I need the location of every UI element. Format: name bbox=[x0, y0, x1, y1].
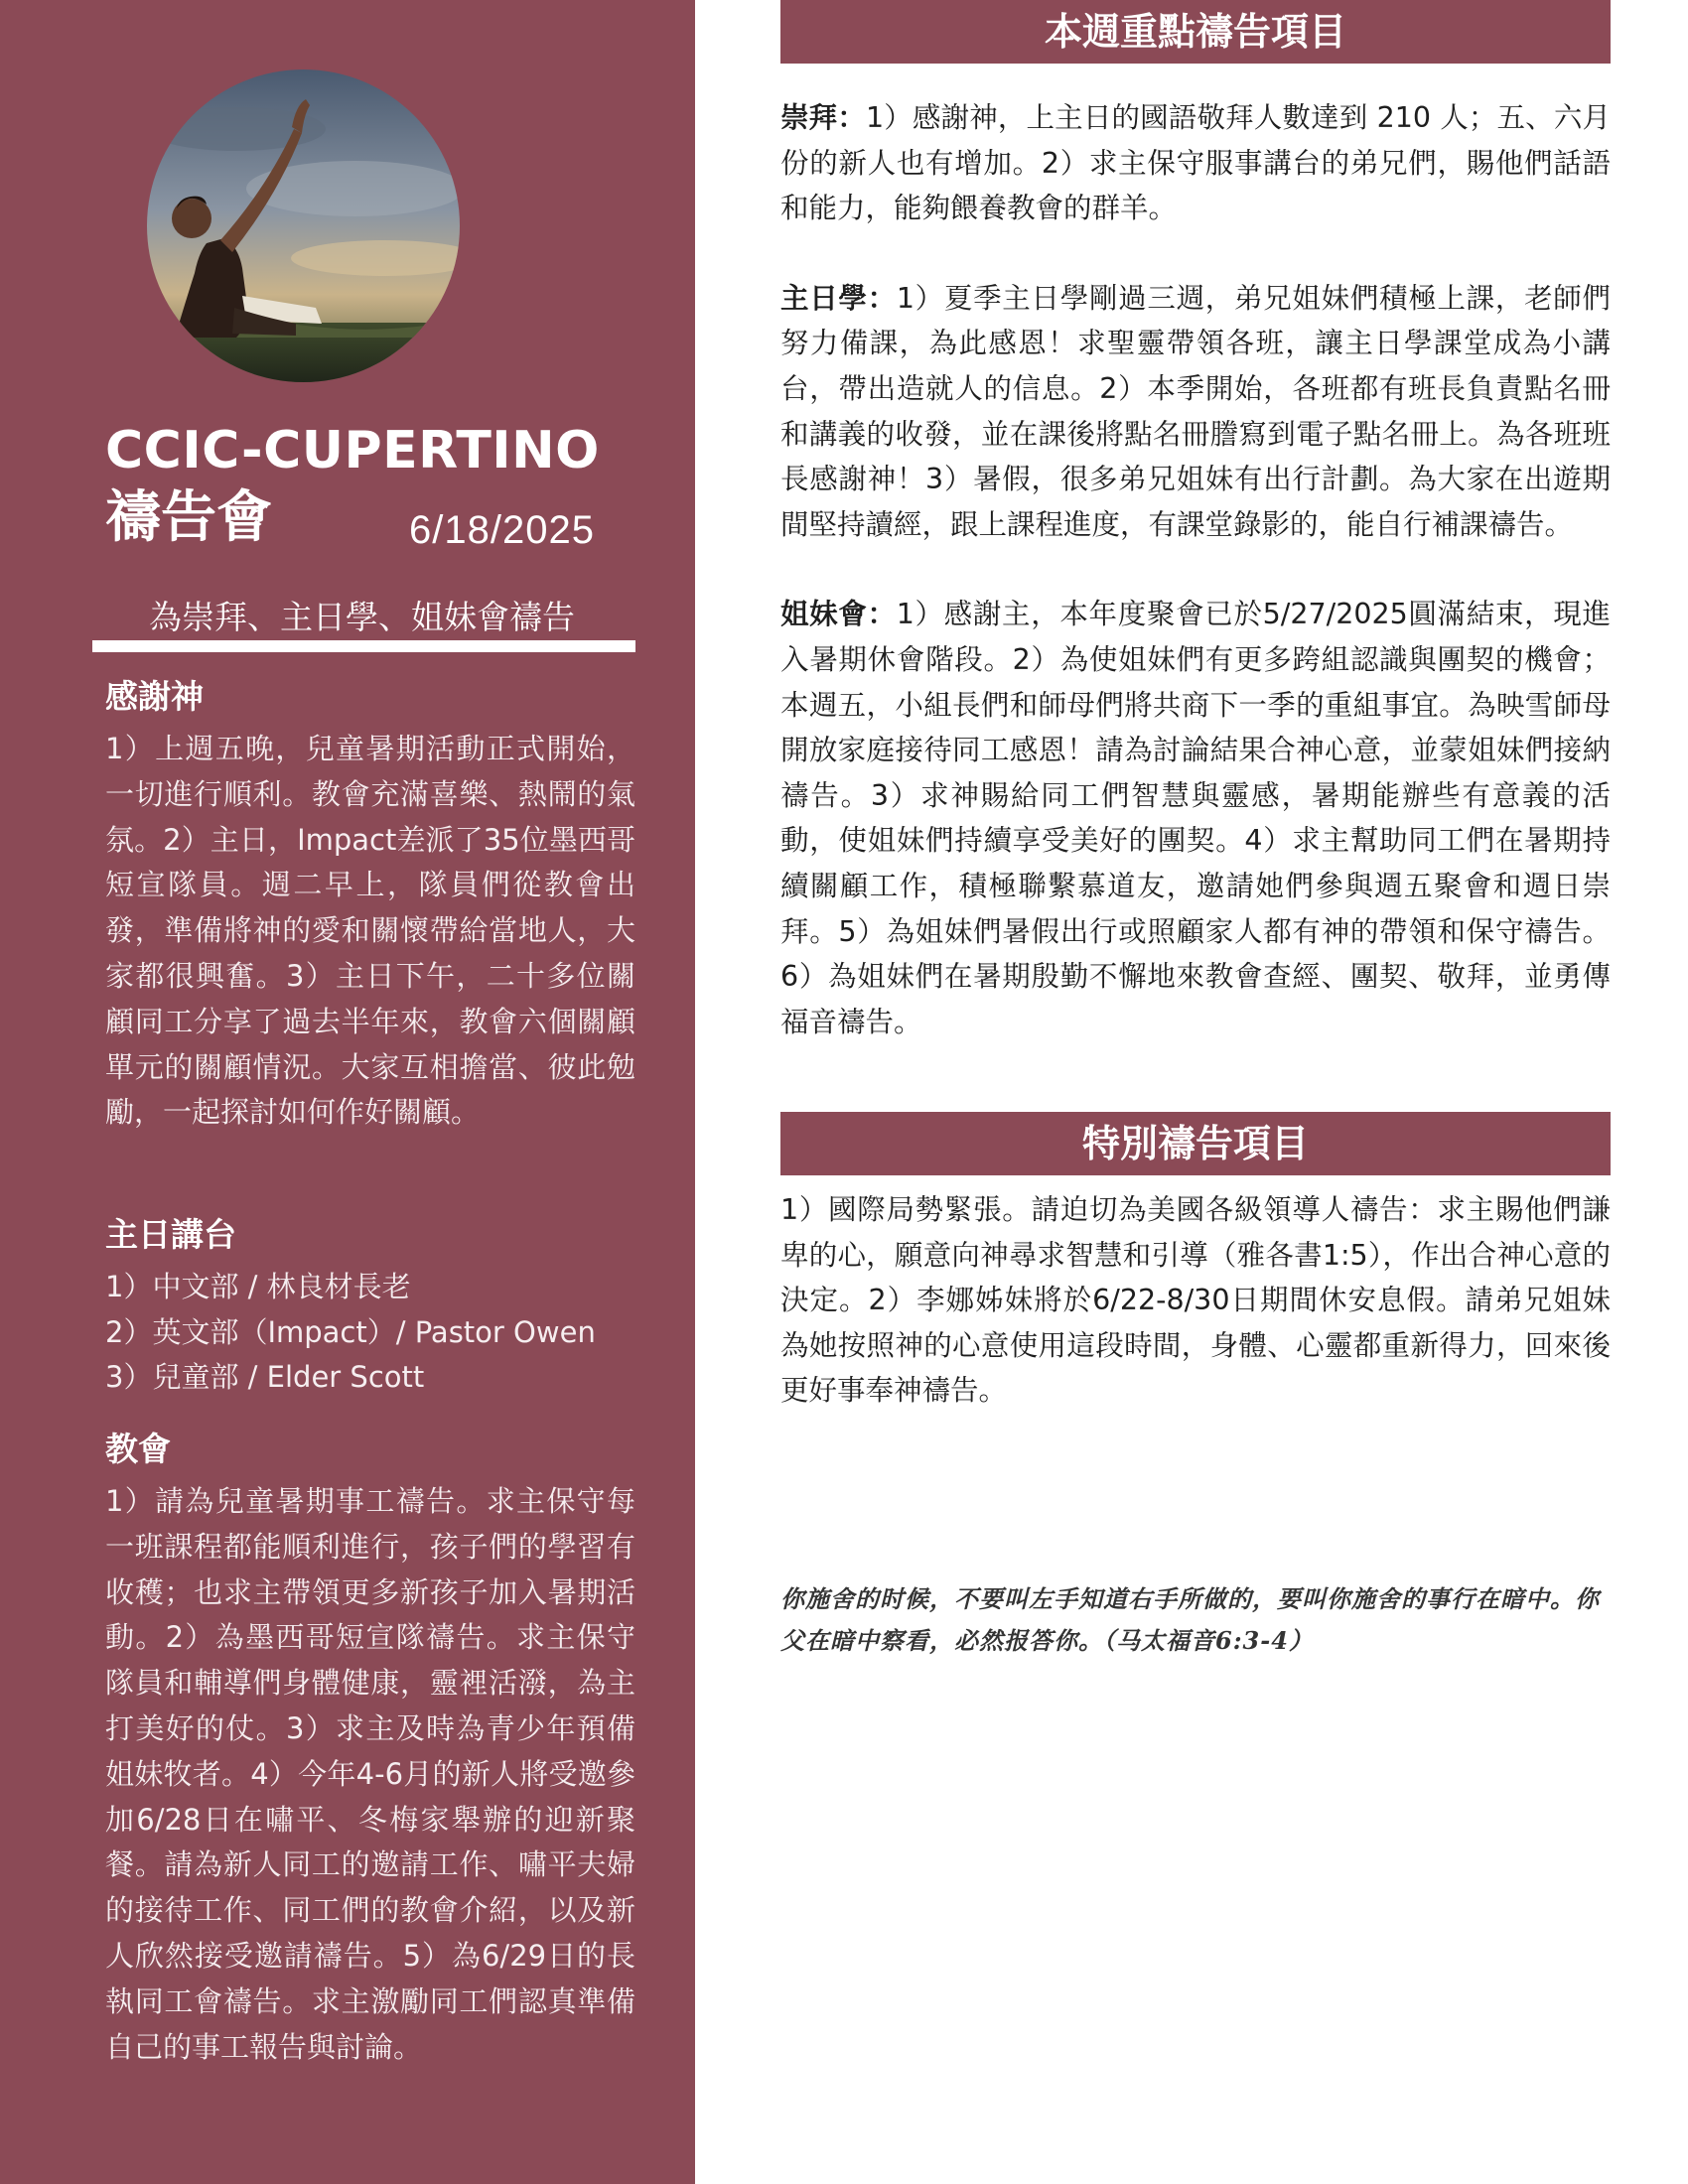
meeting-title: 禱告會 bbox=[105, 485, 272, 550]
pulpit-heading: 主日講台 bbox=[105, 1215, 236, 1254]
thanks-body: 1）上週五晚，兒童暑期活動正式開始，一切進行順利。教會充滿喜樂、熱鬧的氣氛。2）主日，Impact差派了35位墨西哥短宣隊員。週二早上，隊員們從教會出發，準備將神的愛和關懷帶給當地人，大家都很興奮。3）主日下午，二十多位關顧同工分享了過去半年來，教會六個關顧單元的關顧情況。大家互相擔當、彼此勉勵，一起探討如何作好關顧。 bbox=[105, 732, 635, 1130]
sunday-school-body: 1）夏季主日學剛過三週，弟兄姐妹們積極上課，老師們努力備課，為此感恩！求聖靈帶領各班，讓主日學課堂成為小講台，帶出造就人的信息。2）本季開始，各班都有班長負責點名冊和講義的收發，並在課後將點名冊謄寫到電子點名冊上。為各班班長感謝神！3）暑假，很多弟兄姐妹有出行計劃。為大家在出遊期間堅持讀經，跟上課程進度，有課堂錄影的，能自行補課禱告。 bbox=[780, 281, 1611, 541]
pulpit-item: 1）中文部 / 林良材長老 bbox=[105, 1270, 411, 1303]
sidebar bbox=[0, 0, 695, 2184]
special-prayer-heading: 特別禱告項目 bbox=[780, 1112, 1611, 1175]
org-title: CCIC-CUPERTINO bbox=[105, 421, 600, 480]
church-section bbox=[105, 1428, 635, 2070]
special-prayer-column bbox=[780, 1112, 1611, 1414]
church-heading: 教會 bbox=[105, 1430, 171, 1468]
worship-item bbox=[780, 95, 1611, 231]
weekly-prayer-column bbox=[780, 0, 1611, 1044]
praying-man-photo bbox=[147, 69, 460, 382]
meeting-subtitle: 為崇拜、主日學、姐妹會禱告 bbox=[149, 598, 575, 636]
worship-body: 1）感謝神，上主日的國語敬拜人數達到 210 人；五、六月份的新人也有增加。2）求主保守服事講台的弟兄們，賜他們話語和能力，能夠餵養教會的群羊。 bbox=[780, 101, 1611, 225]
special-prayer-body: 1）國際局勢緊張。請迫切為美國各級領導人禱告：求主賜他們謙卑的心，願意向神尋求智慧和引導（雅各書1:5），作出合神心意的決定。2）李娜姊妹將於6/22-8/30日期間休安息假。請弟兄姐妹為她按照神的心意使用這段時間，身體、心靈都重新得力，回來後更好事奉神禱告。 bbox=[780, 1193, 1611, 1408]
sisters-item bbox=[780, 592, 1611, 1044]
pulpit-item: 2）英文部（Impact）/ Pastor Owen bbox=[105, 1314, 596, 1349]
sunday-school-label: 主日學： bbox=[780, 281, 897, 315]
photo-illustration bbox=[147, 69, 460, 382]
pulpit-list bbox=[105, 1265, 635, 1401]
sunday-school-item bbox=[780, 276, 1611, 548]
thanks-heading: 感謝神 bbox=[105, 677, 204, 716]
sisters-label: 姐妹會： bbox=[780, 598, 897, 631]
subtitle-underline bbox=[92, 640, 635, 652]
meeting-date: 6/18/2025 bbox=[409, 508, 595, 552]
weekly-prayer-heading: 本週重點禱告項目 bbox=[780, 0, 1611, 64]
church-body: 1）請為兒童暑期事工禱告。求主保守每一班課程都能順利進行，孩子們的學習有收穫；也求主帶領更多新孩子加入暑期活動。2）為墨西哥短宣隊禱告。求主保守隊員和輔導們身體健康，靈裡活潑，為主打美好的仗。3）求主及時為青少年預備姐妹牧者。4）今年4-6月的新人將受邀參加6/28日在嘯平、冬梅家舉辦的迎新聚餐。請為新人同工的邀請工作、嘯平夫婦的接待工作、同工們的教會介紹，以及新人欣然接受邀請禱告。5）為6/29日的長執同工會禱告。求主激勵同工們認真準備自己的事工報告與討論。 bbox=[105, 1484, 635, 2064]
sisters-body: 1）感謝主，本年度聚會已於5/27/2025圓滿結束，現進入暑期休會階段。2）為使姐妹們有更多跨組認識與團契的機會；本週五，小組長們和師母們將共商下一季的重組事宜。為映雪師母開放家庭接待同工感恩！請為討論結果合神心意，並蒙姐妹們接納禱告。3）求神賜給同工們智慧與靈感，暑期能辦些有意義的活動，使姐妹們持續享受美好的團契。4）求主幫助同工們在暑期持續關顧工作，積極聯繫慕道友，邀請她們參與週五聚會和週日崇拜。5）為姐妹們暑假出行或照顧家人都有神的帶領和保守禱告。6）為姐妹們在暑期殷勤不懈地來教會查經、團契、敬拜，並勇傳福音禱告。 bbox=[780, 598, 1611, 1038]
pulpit-item: 3）兒童部 / Elder Scott bbox=[105, 1360, 425, 1394]
thanks-section bbox=[105, 675, 635, 1136]
pulpit-section bbox=[105, 1213, 635, 1401]
worship-label: 崇拜： bbox=[780, 101, 866, 134]
bible-verse: 你施舍的时候，不要叫左手知道右手所做的，要叫你施舍的事行在暗中。你父在暗中察看，必然报答你。（马太福音6:3-4） bbox=[780, 1584, 1600, 1655]
